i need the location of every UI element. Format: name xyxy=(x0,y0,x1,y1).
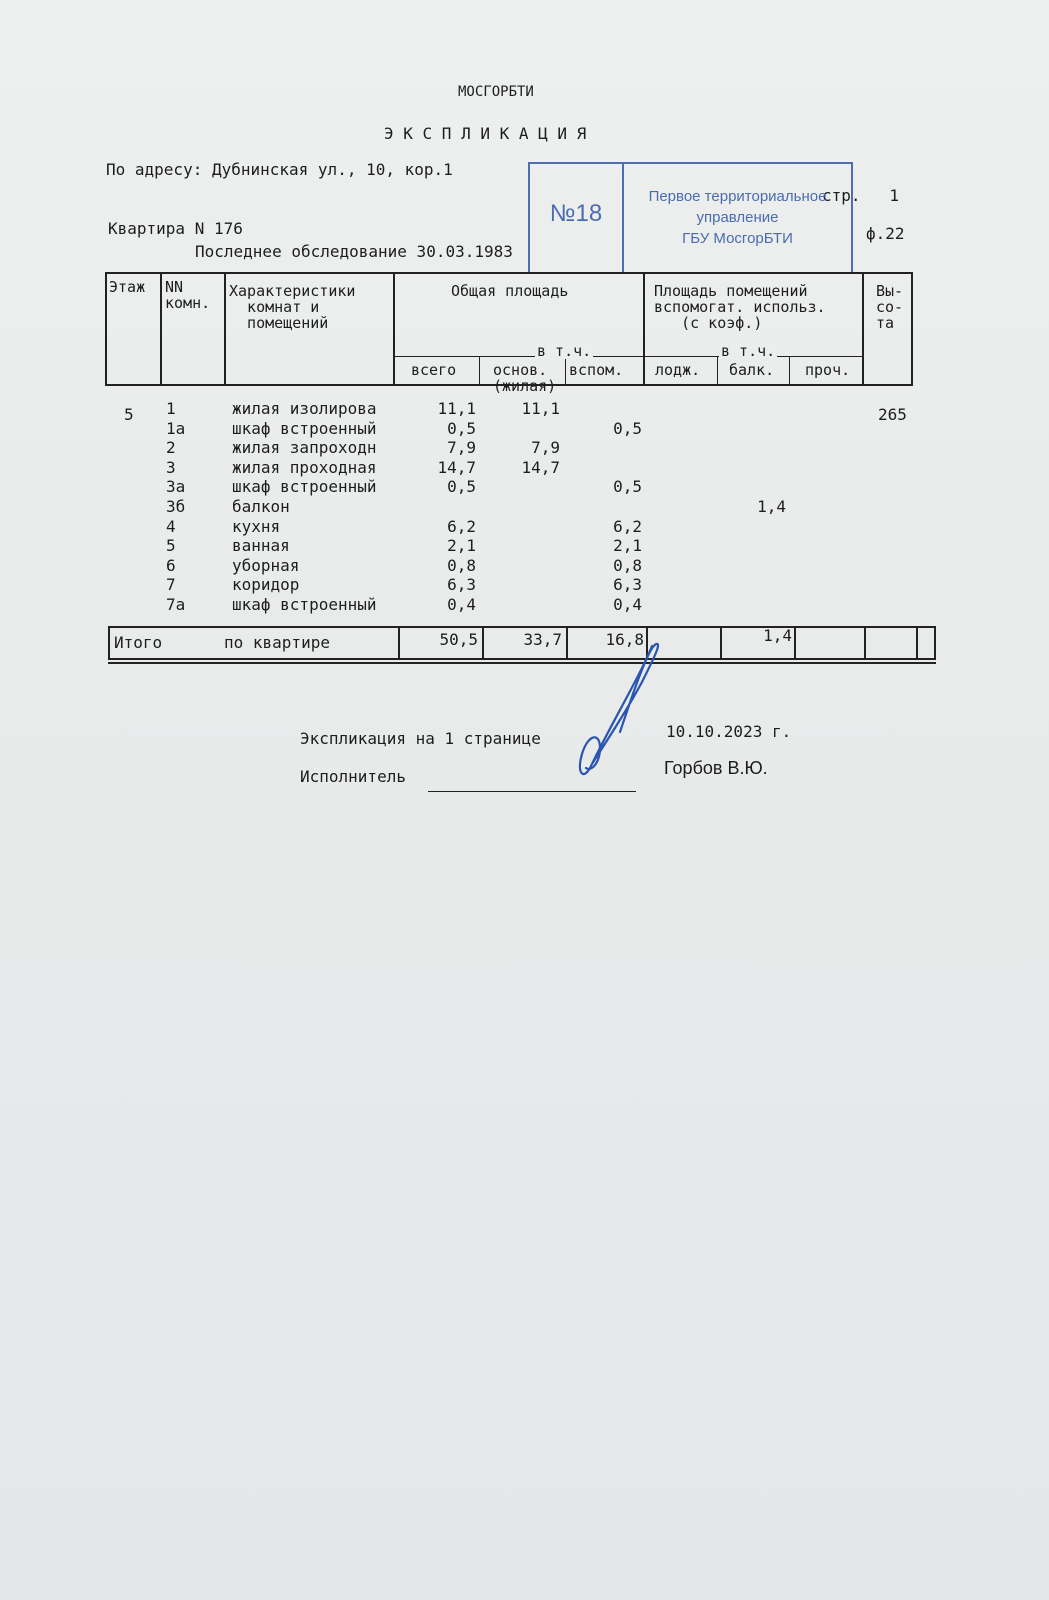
rule xyxy=(108,658,936,660)
room-name: балкон xyxy=(232,497,290,516)
executor-label: Исполнитель xyxy=(300,767,406,786)
executor-name: Горбов В.Ю. xyxy=(664,758,768,778)
totals-label: Итого xyxy=(114,633,163,652)
rule xyxy=(643,272,645,386)
room-name: кухня xyxy=(232,516,281,536)
table-row xyxy=(0,497,1049,517)
rule xyxy=(717,356,718,385)
room-no: 3б xyxy=(166,497,186,516)
rule xyxy=(916,626,918,660)
room-name: жилая проходная xyxy=(232,457,377,477)
area-aux: 0,4 xyxy=(613,595,642,614)
height-value: 265 xyxy=(878,405,907,424)
rule xyxy=(395,356,643,357)
area-total: 0,5 xyxy=(447,418,476,438)
area-total: 11,1 xyxy=(437,399,476,418)
stamp-org-line: ГБУ МосгорБТИ xyxy=(682,230,793,247)
area-balcony: 1,4 xyxy=(757,497,786,516)
room-no: 2 xyxy=(166,438,176,458)
signature-line xyxy=(428,791,636,792)
rule xyxy=(864,626,866,660)
table-row xyxy=(0,419,1049,439)
totals-total: 50,5 xyxy=(439,630,478,649)
area-total: 6,2 xyxy=(447,516,476,536)
area-aux: 0,5 xyxy=(613,418,642,438)
table-header xyxy=(105,272,933,394)
table-row xyxy=(0,477,1049,497)
area-total: 6,3 xyxy=(447,575,476,595)
totals-balcony: 1,4 xyxy=(763,626,792,645)
rule xyxy=(934,626,936,660)
rule xyxy=(105,272,107,386)
area-total: 2,1 xyxy=(447,536,476,556)
room-no: 1а xyxy=(166,418,186,438)
room-no: 6 xyxy=(166,555,176,575)
area-main: 11,1 xyxy=(521,399,560,418)
rule xyxy=(911,272,913,386)
room-no: 7 xyxy=(166,575,176,595)
floor-value: 5 xyxy=(124,405,134,424)
totals-row xyxy=(108,626,936,666)
area-total: 0,8 xyxy=(447,555,476,575)
header-total-area: Общая площадь xyxy=(451,282,569,300)
room-name: жилая изолирова xyxy=(232,399,377,418)
rule xyxy=(108,662,936,664)
rule xyxy=(789,356,790,385)
room-no: 7а xyxy=(166,595,186,614)
registration-stamp xyxy=(528,162,853,274)
area-main: 14,7 xyxy=(521,457,560,477)
area-aux: 0,5 xyxy=(613,477,642,497)
rule xyxy=(160,272,162,386)
room-name: шкаф встроенный xyxy=(232,595,377,614)
area-aux: 6,3 xyxy=(613,575,642,595)
table-row xyxy=(0,556,1049,576)
stamp-organization xyxy=(624,186,851,249)
header-aux-area: Площадь помещений вспомогат. использ. (с коэф.) xyxy=(654,282,826,332)
header-characteristics: Характеристики комнат и помещений xyxy=(229,282,356,332)
header-aux: вспом. xyxy=(569,361,624,379)
rule xyxy=(862,272,864,386)
stamp-org-line: управление xyxy=(696,209,779,226)
stamp-org-line: Первое территориальное xyxy=(648,188,827,205)
rule xyxy=(108,626,936,628)
form-code: ф.22 xyxy=(866,224,905,243)
header-loggia: лодж. xyxy=(655,361,701,379)
totals-main: 33,7 xyxy=(523,630,562,649)
area-total: 0,4 xyxy=(447,595,476,614)
address: По адресу: Дубнинская ул., 10, кор.1 xyxy=(106,160,453,179)
room-name: уборная xyxy=(232,555,300,575)
room-name: ванная xyxy=(232,536,290,556)
header-incl-2: в т.ч. xyxy=(721,342,776,360)
header-height: Вы- со- та xyxy=(876,282,904,332)
rule xyxy=(108,626,110,660)
header-other: проч. xyxy=(805,361,851,379)
table-row xyxy=(0,517,1049,537)
stamp-number: №18 xyxy=(549,200,603,227)
totals-aux: 16,8 xyxy=(605,630,644,649)
table-row xyxy=(0,536,1049,556)
rule xyxy=(794,626,796,660)
area-main: 7,9 xyxy=(531,438,560,458)
area-total: 0,5 xyxy=(447,477,476,497)
rule xyxy=(224,272,226,386)
signature xyxy=(570,636,670,786)
last-survey: Последнее обследование 30.03.1983 xyxy=(195,242,513,261)
totals-label-2: по квартире xyxy=(224,633,330,652)
table-row xyxy=(0,458,1049,478)
table-row xyxy=(0,438,1049,458)
table-row xyxy=(0,595,1049,615)
room-no: 3а xyxy=(166,477,186,497)
room-name: шкаф встроенный xyxy=(232,418,377,438)
room-no: 1 xyxy=(166,399,176,418)
area-total: 7,9 xyxy=(447,438,476,458)
table-row xyxy=(0,575,1049,595)
rule xyxy=(393,272,395,386)
header-main: основ. (жилая) xyxy=(493,361,557,395)
document-title: Э К С П Л И К А Ц И Я xyxy=(384,124,587,143)
room-name: жилая запроходн xyxy=(232,438,377,458)
issue-date: 10.10.2023 г. xyxy=(666,722,792,741)
rule xyxy=(105,272,913,274)
room-no: 5 xyxy=(166,536,176,556)
header-room-no: NN комн. xyxy=(165,278,211,312)
header-all: всего xyxy=(411,361,457,379)
room-no: 3 xyxy=(166,457,176,477)
page-number: стр. 1 xyxy=(822,186,900,205)
org-name: МОСГОРБТИ xyxy=(458,84,534,100)
room-no: 4 xyxy=(166,516,176,536)
header-incl-1: в т.ч. xyxy=(537,342,592,360)
rule xyxy=(479,356,480,385)
header-floor: Этаж xyxy=(109,278,146,296)
apartment-number: Квартира N 176 xyxy=(108,219,243,238)
area-total: 14,7 xyxy=(437,457,476,477)
table-row xyxy=(0,399,1049,419)
area-aux: 6,2 xyxy=(613,516,642,536)
area-aux: 2,1 xyxy=(613,536,642,556)
header-balcony: балк. xyxy=(729,361,775,379)
room-name: шкаф встроенный xyxy=(232,477,377,497)
pages-note: Экспликация на 1 странице xyxy=(300,729,541,748)
area-aux: 0,8 xyxy=(613,555,642,575)
room-name: коридор xyxy=(232,575,300,595)
rule xyxy=(565,356,566,385)
